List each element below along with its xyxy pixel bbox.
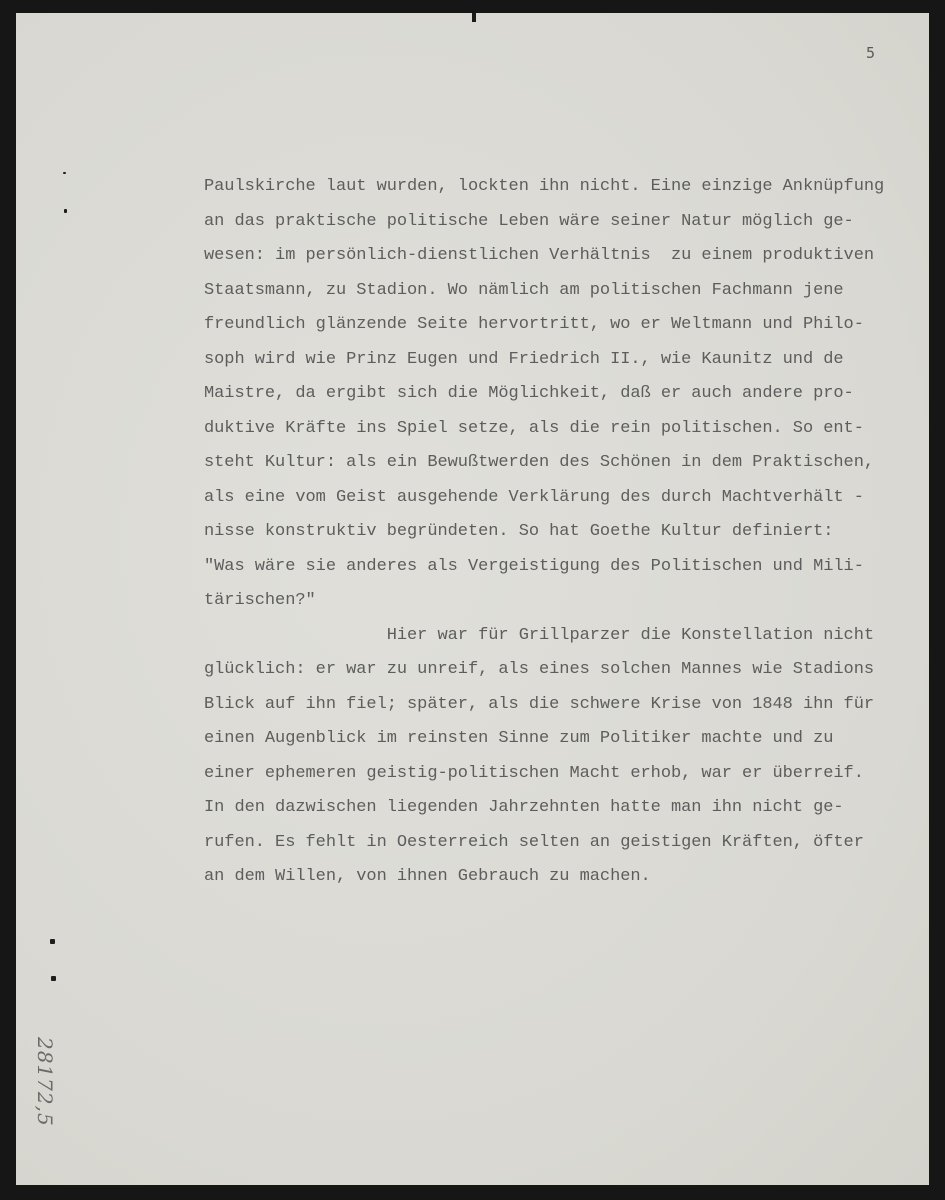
text-line: tärischen?"	[204, 591, 316, 610]
text-line: steht Kultur: als ein Bewußtwerden des Schönen in dem Praktischen,	[204, 453, 875, 472]
text-line: duktive Kräfte ins Spiel setze, als die rein politischen. So ent-	[204, 418, 864, 438]
text-line: freundlich glänzende Seite hervortritt, wo er Weltmann und Philo-	[204, 315, 864, 334]
text-line: Hier war für Grillparzer die Konstellation nicht	[204, 625, 875, 645]
top-fold-mark	[472, 13, 476, 22]
margin-tick-mark	[63, 172, 66, 174]
text-line: an dem Willen, von ihnen Gebrauch zu machen.	[204, 867, 651, 886]
text-line: einen Augenblick im reinsten Sinne zum Politiker machte und zu	[204, 729, 834, 748]
archive-number: 28172,5	[33, 1037, 57, 1127]
text-line: "Was wäre sie anderes als Vergeistigung des Politischen und Mili-	[204, 556, 864, 576]
text-line: als eine vom Geist ausgehende Verklärung des durch Machtverhält -	[204, 487, 864, 507]
body-text	[204, 172, 884, 897]
text-line: Maistre, da ergibt sich die Möglichkeit, daß er auch andere pro-	[204, 384, 854, 403]
text-line: Blick auf ihn fiel; später, als die schwere Krise von 1848 ihn für	[204, 694, 875, 714]
text-line: wesen: im persönlich-dienstlichen Verhältnis zu einem produktiven	[204, 246, 875, 265]
text-line: soph wird wie Prinz Eugen und Friedrich II., wie Kaunitz und de	[204, 349, 844, 369]
margin-dot-mark	[50, 939, 55, 944]
text-line: einer ephemeren geistig-politischen Macht erhob, war er überreif.	[204, 763, 864, 783]
margin-dot-mark	[51, 976, 56, 981]
text-line: Paulskirche laut wurden, lockten ihn nicht. Eine einzige Anknüpfung	[204, 177, 885, 196]
text-line: nisse konstruktiv begründeten. So hat Goethe Kultur definiert:	[204, 522, 834, 541]
text-line: In den dazwischen liegenden Jahrzehnten hatte man ihn nicht ge-	[204, 798, 844, 817]
margin-tick-mark	[64, 209, 67, 213]
text-line: glücklich: er war zu unreif, als eines solchen Mannes wie Stadions	[204, 660, 875, 679]
text-line: rufen. Es fehlt in Oesterreich selten an geistigen Kräften, öfter	[204, 832, 864, 852]
text-line: an das praktische politische Leben wäre seiner Natur möglich ge-	[204, 211, 854, 231]
text-line: Staatsmann, zu Stadion. Wo nämlich am politischen Fachmann jene	[204, 280, 844, 300]
page-number: 5	[866, 44, 876, 62]
